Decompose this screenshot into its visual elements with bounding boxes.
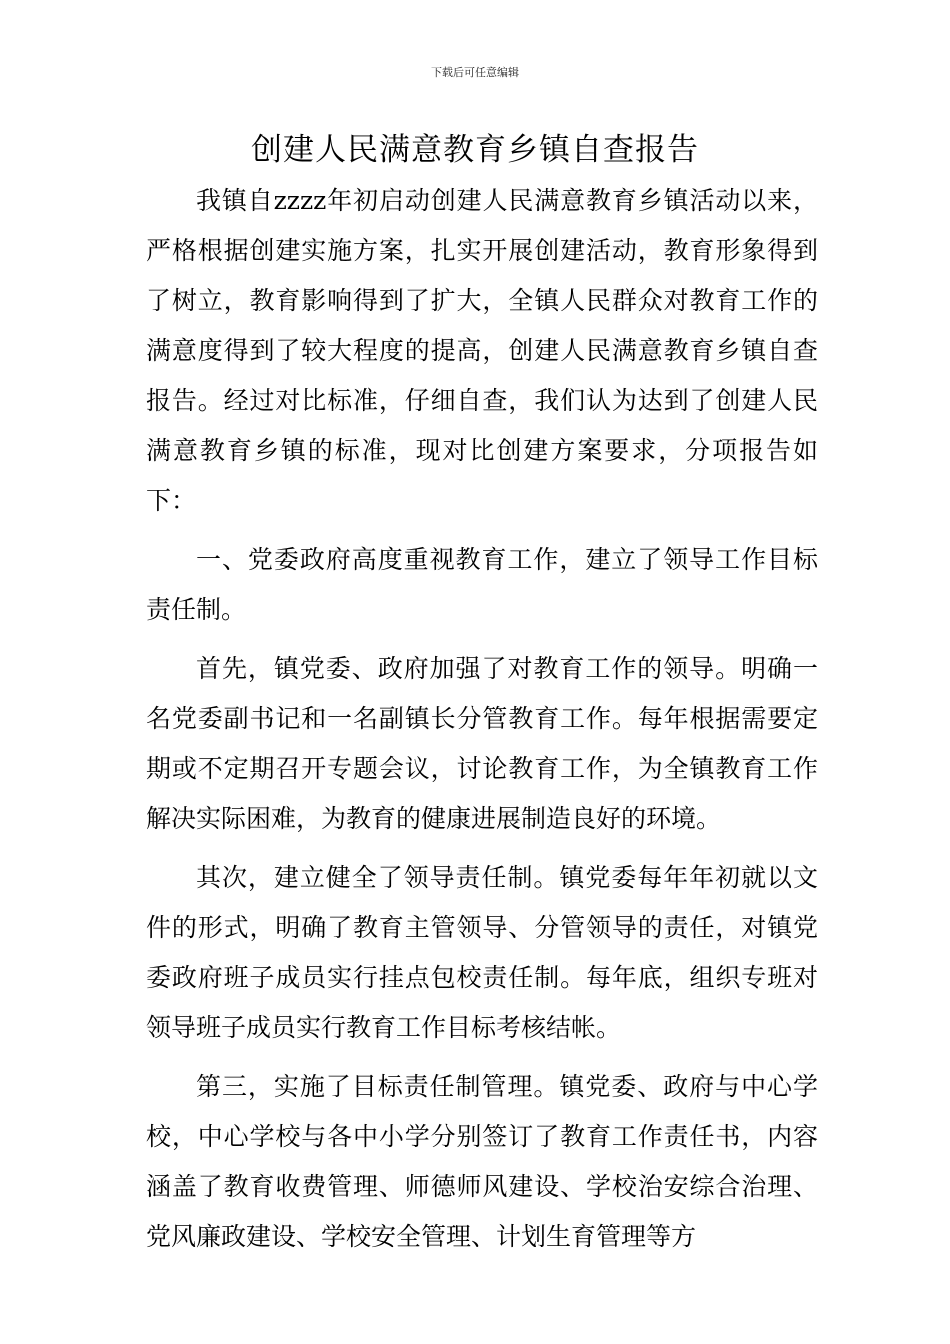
paragraph-intro: 我镇自zzzz年初启动创建人民满意教育乡镇活动以来，严格根据创建实施方案，扎实开展创建活动，教育形象得到了树立，教育影响得到了扩大，全镇人民群众对教育工作的满意度得到了较大程度的提高，创建人民满意教育乡镇自查报告。经过对比标准，仔细自查，我们认为达到了创建人民满意教育乡镇的标准，现对比创建方案要求，分项报告如下： xyxy=(146,186,818,515)
document-title: 创建人民满意教育乡镇自查报告 xyxy=(251,132,699,168)
document-body xyxy=(146,176,818,1262)
paragraph-first-point: 首先，镇党委、政府加强了对教育工作的领导。明确一名党委副书记和一名副镇长分管教育工作。每年根据需要定期或不定期召开专题会议，讨论教育工作，为全镇教育工作解决实际困难，为教育的健康进展制造良好的环境。 xyxy=(146,654,818,833)
header-note: 下载后可任意编辑 xyxy=(431,66,519,79)
paragraph-third-point: 第三，实施了目标责任制管理。镇党委、政府与中心学校，中心学校与各中小学分别签订了教育工作责任书，内容涵盖了教育收费管理、师德师风建设、学校治安综合治理、党风廉政建设、学校安全管理、计划生育管理等方 xyxy=(146,1072,818,1251)
paragraph-section-heading: 一、党委政府高度重视教育工作，建立了领导工作目标责任制。 xyxy=(146,545,818,624)
paragraph-second-point: 其次，建立健全了领导责任制。镇党委每年年初就以文件的形式，明确了教育主管领导、分管领导的责任，对镇党委政府班子成员实行挂点包校责任制。每年底，组织专班对领导班子成员实行教育工作目标考核结帐。 xyxy=(146,863,818,1042)
